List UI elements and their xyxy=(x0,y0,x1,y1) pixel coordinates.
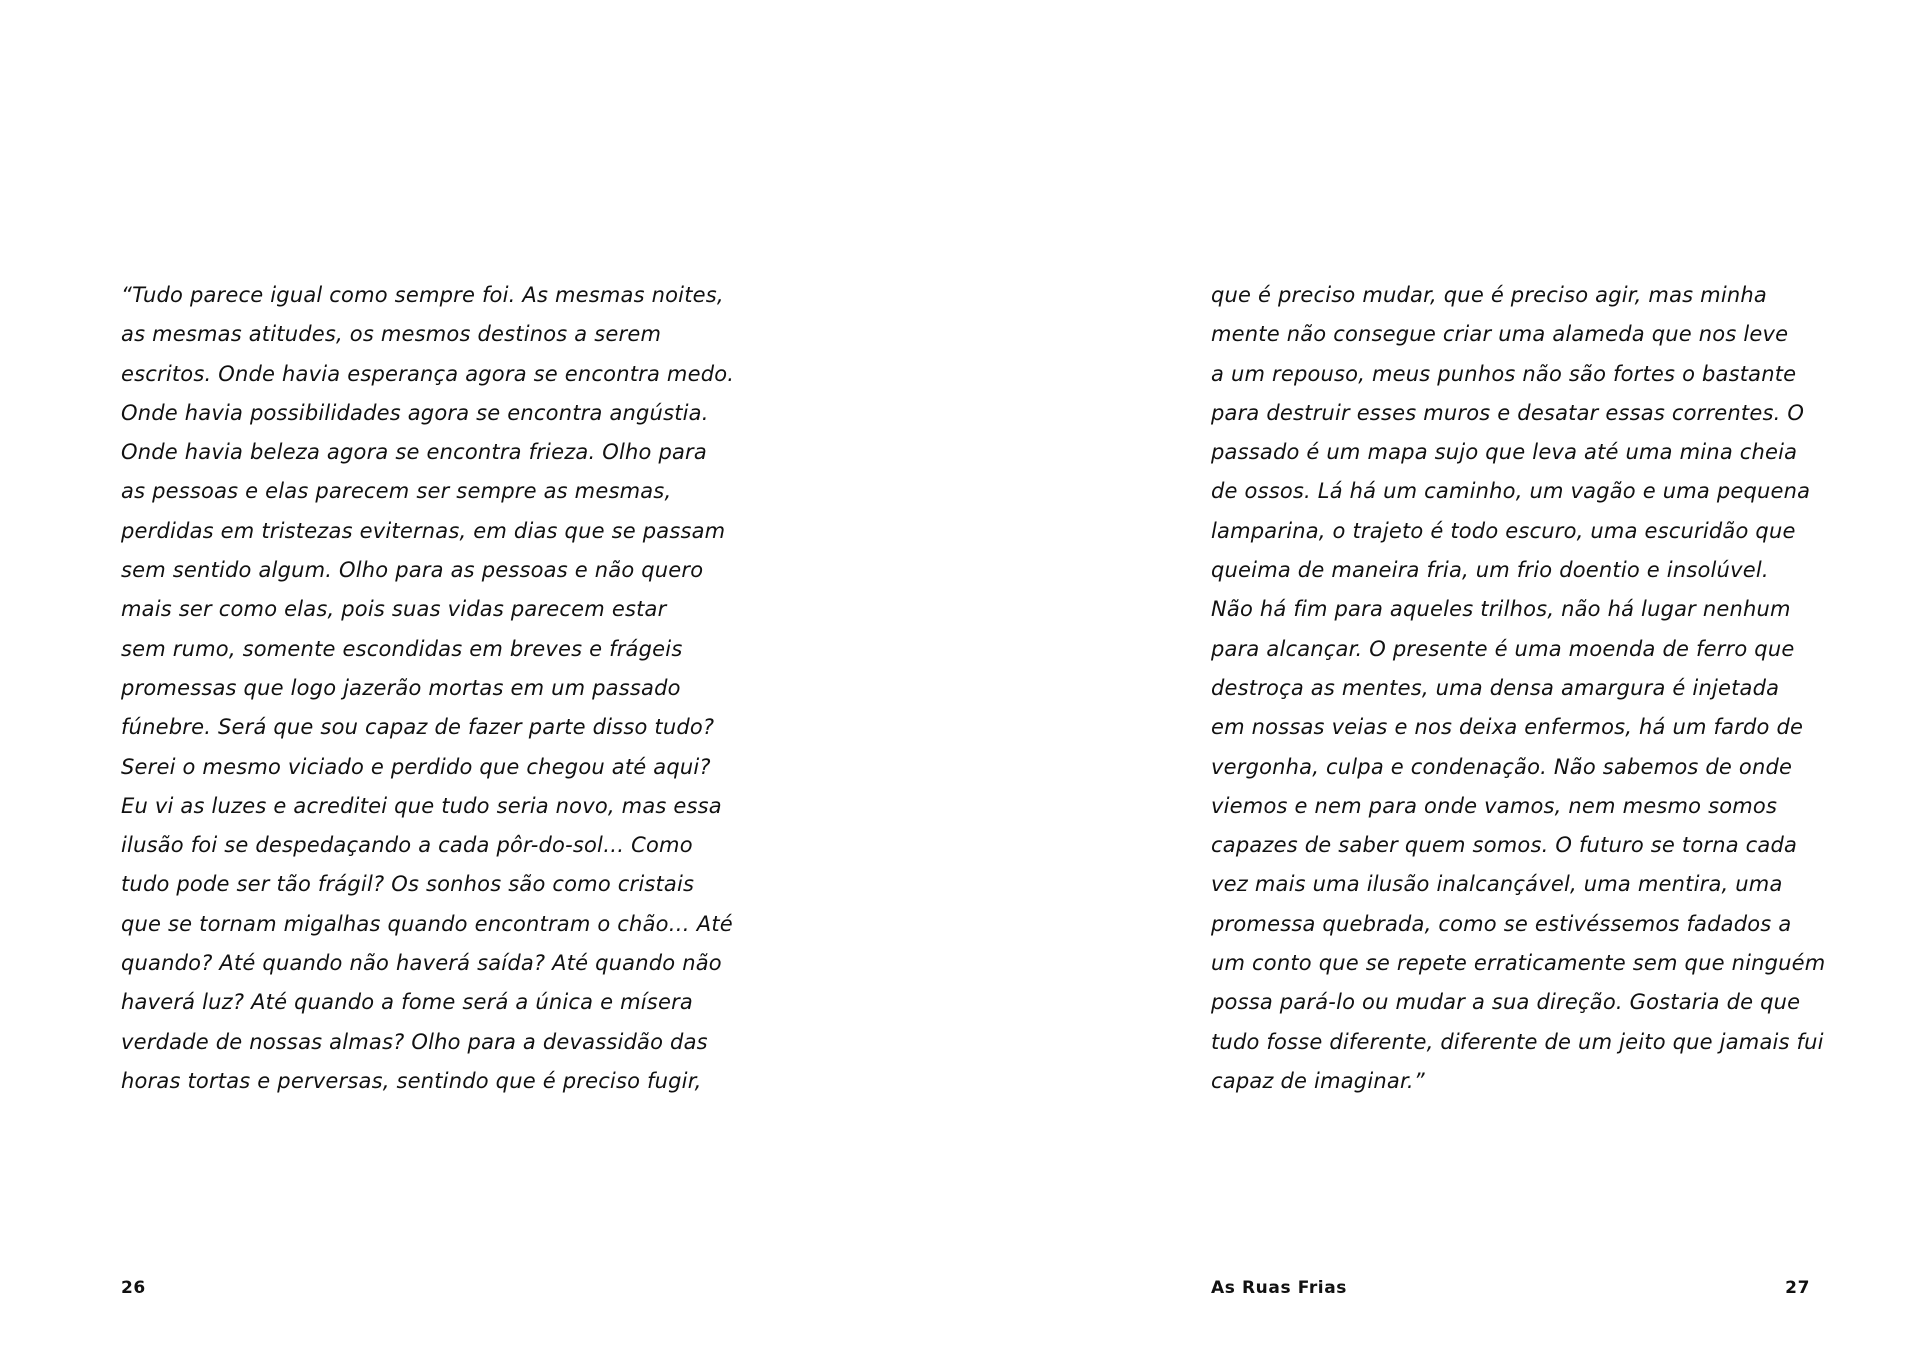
text-line: que se tornam migalhas quando encontram o chão… Até xyxy=(121,911,733,936)
text-line: para destruir esses muros e desatar essas correntes. O xyxy=(1211,400,1805,425)
text-line: ilusão foi se despedaçando a cada pôr-do-sol… Como xyxy=(121,833,693,858)
text-line: promessa quebrada, como se estivéssemos fadados a xyxy=(1211,911,1792,936)
text-line: destroça as mentes, uma densa amargura é injetada xyxy=(1211,675,1780,700)
text-line: “Tudo parece igual como sempre foi. As mesmas noites, xyxy=(121,283,724,307)
page-number-left: 26 xyxy=(121,1278,146,1298)
text-line: Serei o mesmo viciado e perdido que chegou até aqui? xyxy=(121,754,711,779)
text-line: Onde havia beleza agora se encontra frieza. Olho para xyxy=(121,440,707,465)
text-line: vez mais uma ilusão inalcançável, uma mentira, uma xyxy=(1211,872,1783,897)
text-line: tudo pode ser tão frágil? Os sonhos são como cristais xyxy=(121,872,695,897)
text-line: fúnebre. Será que sou capaz de fazer parte disso tudo? xyxy=(121,715,715,740)
text-line: capaz de imaginar.” xyxy=(1211,1068,1425,1093)
page-number-right: 27 xyxy=(1785,1278,1810,1298)
text-line: sem rumo, somente escondidas em breves e frágeis xyxy=(121,636,683,661)
text-line: para alcançar. O presente é uma moenda de ferro que xyxy=(1211,636,1795,661)
text-line: capazes de saber quem somos. O futuro se torna cada xyxy=(1211,833,1798,858)
text-line: as pessoas e elas parecem ser sempre as mesmas, xyxy=(121,479,672,504)
text-line: viemos e nem para onde vamos, nem mesmo somos xyxy=(1211,793,1778,818)
text-line: sem sentido algum. Olho para as pessoas e não quero xyxy=(121,558,704,583)
text-line: Não há fim para aqueles trilhos, não há lugar nenhum xyxy=(1211,597,1791,622)
text-line: perdidas em tristezas eviternas, em dias que se passam xyxy=(121,518,726,543)
text-line: Onde havia possibilidades agora se encontra angústia. xyxy=(121,400,709,425)
text-line: queima de maneira fria, um frio doentio e insolúvel. xyxy=(1211,558,1769,583)
text-line: tudo fosse diferente, diferente de um jeito que jamais fui xyxy=(1211,1029,1824,1054)
text-line: um conto que se repete erraticamente sem que ninguém xyxy=(1211,951,1826,976)
text-line: quando? Até quando não haverá saída? Até quando não xyxy=(121,951,722,976)
text-line: haverá luz? Até quando a fome será a única e mísera xyxy=(121,990,693,1015)
left-page-text xyxy=(121,276,734,1101)
text-line: horas tortas e perversas, sentindo que é preciso fugir, xyxy=(121,1068,702,1093)
text-line: as mesmas atitudes, os mesmos destinos a serem xyxy=(121,322,662,347)
text-line: vergonha, culpa e condenação. Não sabemos de onde xyxy=(1211,754,1793,779)
text-line: mente não consegue criar uma alameda que nos leve xyxy=(1211,322,1789,347)
text-line: mais ser como elas, pois suas vidas parecem estar xyxy=(121,597,667,622)
right-page-text xyxy=(1211,276,1825,1101)
text-line: escritos. Onde havia esperança agora se encontra medo. xyxy=(121,361,735,386)
text-line: que é preciso mudar, que é preciso agir, mas minha xyxy=(1211,283,1767,307)
text-line: lamparina, o trajeto é todo escuro, uma escuridão que xyxy=(1211,518,1796,543)
text-line: Eu vi as luzes e acreditei que tudo seria novo, mas essa xyxy=(121,793,722,818)
text-line: passado é um mapa sujo que leva até uma mina cheia xyxy=(1211,440,1798,465)
right-page xyxy=(960,0,1920,1362)
text-line: promessas que logo jazerão mortas em um passado xyxy=(121,675,681,700)
text-line: possa pará-lo ou mudar a sua direção. Gostaria de que xyxy=(1211,990,1801,1015)
text-line: de ossos. Lá há um caminho, um vagão e uma pequena xyxy=(1211,479,1811,504)
text-line: verdade de nossas almas? Olho para a devassidão das xyxy=(121,1029,708,1054)
text-line: em nossas veias e nos deixa enfermos, há um fardo de xyxy=(1211,715,1804,740)
running-title: As Ruas Frias xyxy=(1211,1278,1348,1298)
text-line: a um repouso, meus punhos não são fortes o bastante xyxy=(1211,361,1797,386)
